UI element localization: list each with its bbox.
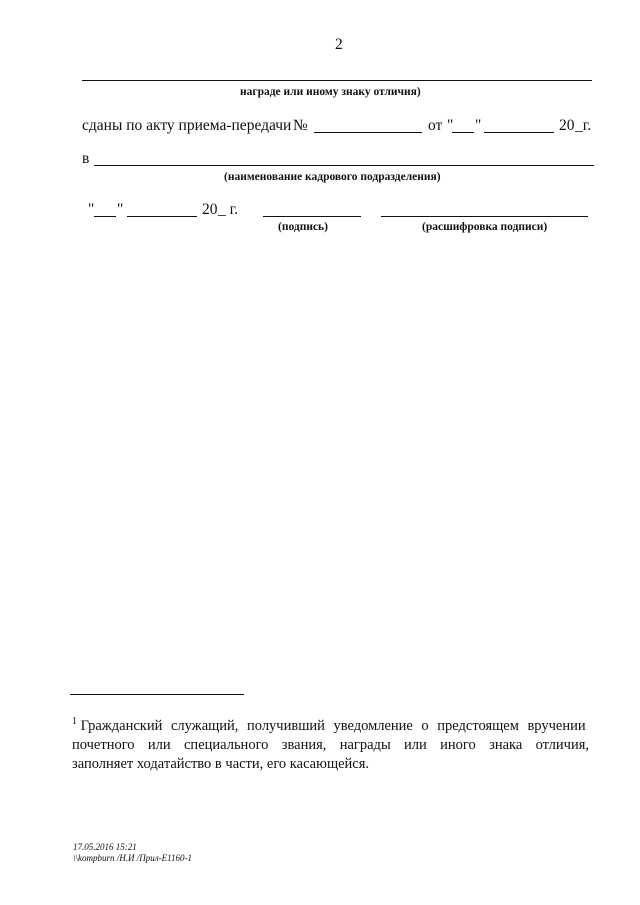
- sign-year-suffix: _ г.: [218, 201, 239, 218]
- act-text: сданы по акту приема-передачи: [82, 117, 292, 134]
- footnote-line-2: почетного или специального звания, награды или иного знака отличия,: [72, 736, 589, 753]
- dept-prefix: в: [82, 150, 90, 167]
- sign-quote-open: ": [88, 201, 95, 218]
- footnote-separator: [70, 694, 244, 695]
- act-quote-open: ": [447, 117, 454, 134]
- act-day-field: [452, 132, 474, 133]
- act-number-sign: №: [293, 117, 308, 134]
- document-stamp: [73, 842, 192, 864]
- award-caption: награде или иному знаку отличия): [240, 86, 421, 98]
- award-name-line: [82, 80, 592, 81]
- act-number-field: [314, 132, 422, 133]
- footnote-line-1: Гражданский служащий, получивший уведомление о предстоящем вручении: [80, 717, 586, 734]
- act-month-field: [484, 132, 554, 133]
- act-year-prefix: 20: [559, 117, 575, 134]
- sign-quote-close: ": [117, 201, 124, 218]
- page-number: 2: [335, 36, 343, 53]
- signature-field: [263, 216, 361, 217]
- footnote-line-3: заполняет ходатайство в части, его касающейся.: [72, 755, 370, 772]
- dept-caption: (наименование кадрового подразделения): [224, 171, 441, 183]
- act-ot-label: от: [428, 117, 443, 134]
- signature-caption: (подпись): [278, 221, 328, 233]
- stamp-date: 17.05.2016 15:21: [73, 842, 137, 852]
- sign-year-prefix: 20: [202, 201, 218, 218]
- act-year-suffix: _г.: [575, 117, 592, 134]
- stamp-path: \\kompburn /Н.И /Прил-Е1160-1: [73, 853, 192, 863]
- footnote: [72, 712, 592, 774]
- sign-month-field: [127, 216, 197, 217]
- dept-name-field: [94, 165, 594, 166]
- signature-decoding-caption: (расшифровка подписи): [422, 221, 548, 233]
- signature-decoding-field: [381, 216, 588, 217]
- footnote-marker: 1: [72, 716, 77, 727]
- sign-day-field: [94, 216, 116, 217]
- act-quote-close: ": [475, 117, 482, 134]
